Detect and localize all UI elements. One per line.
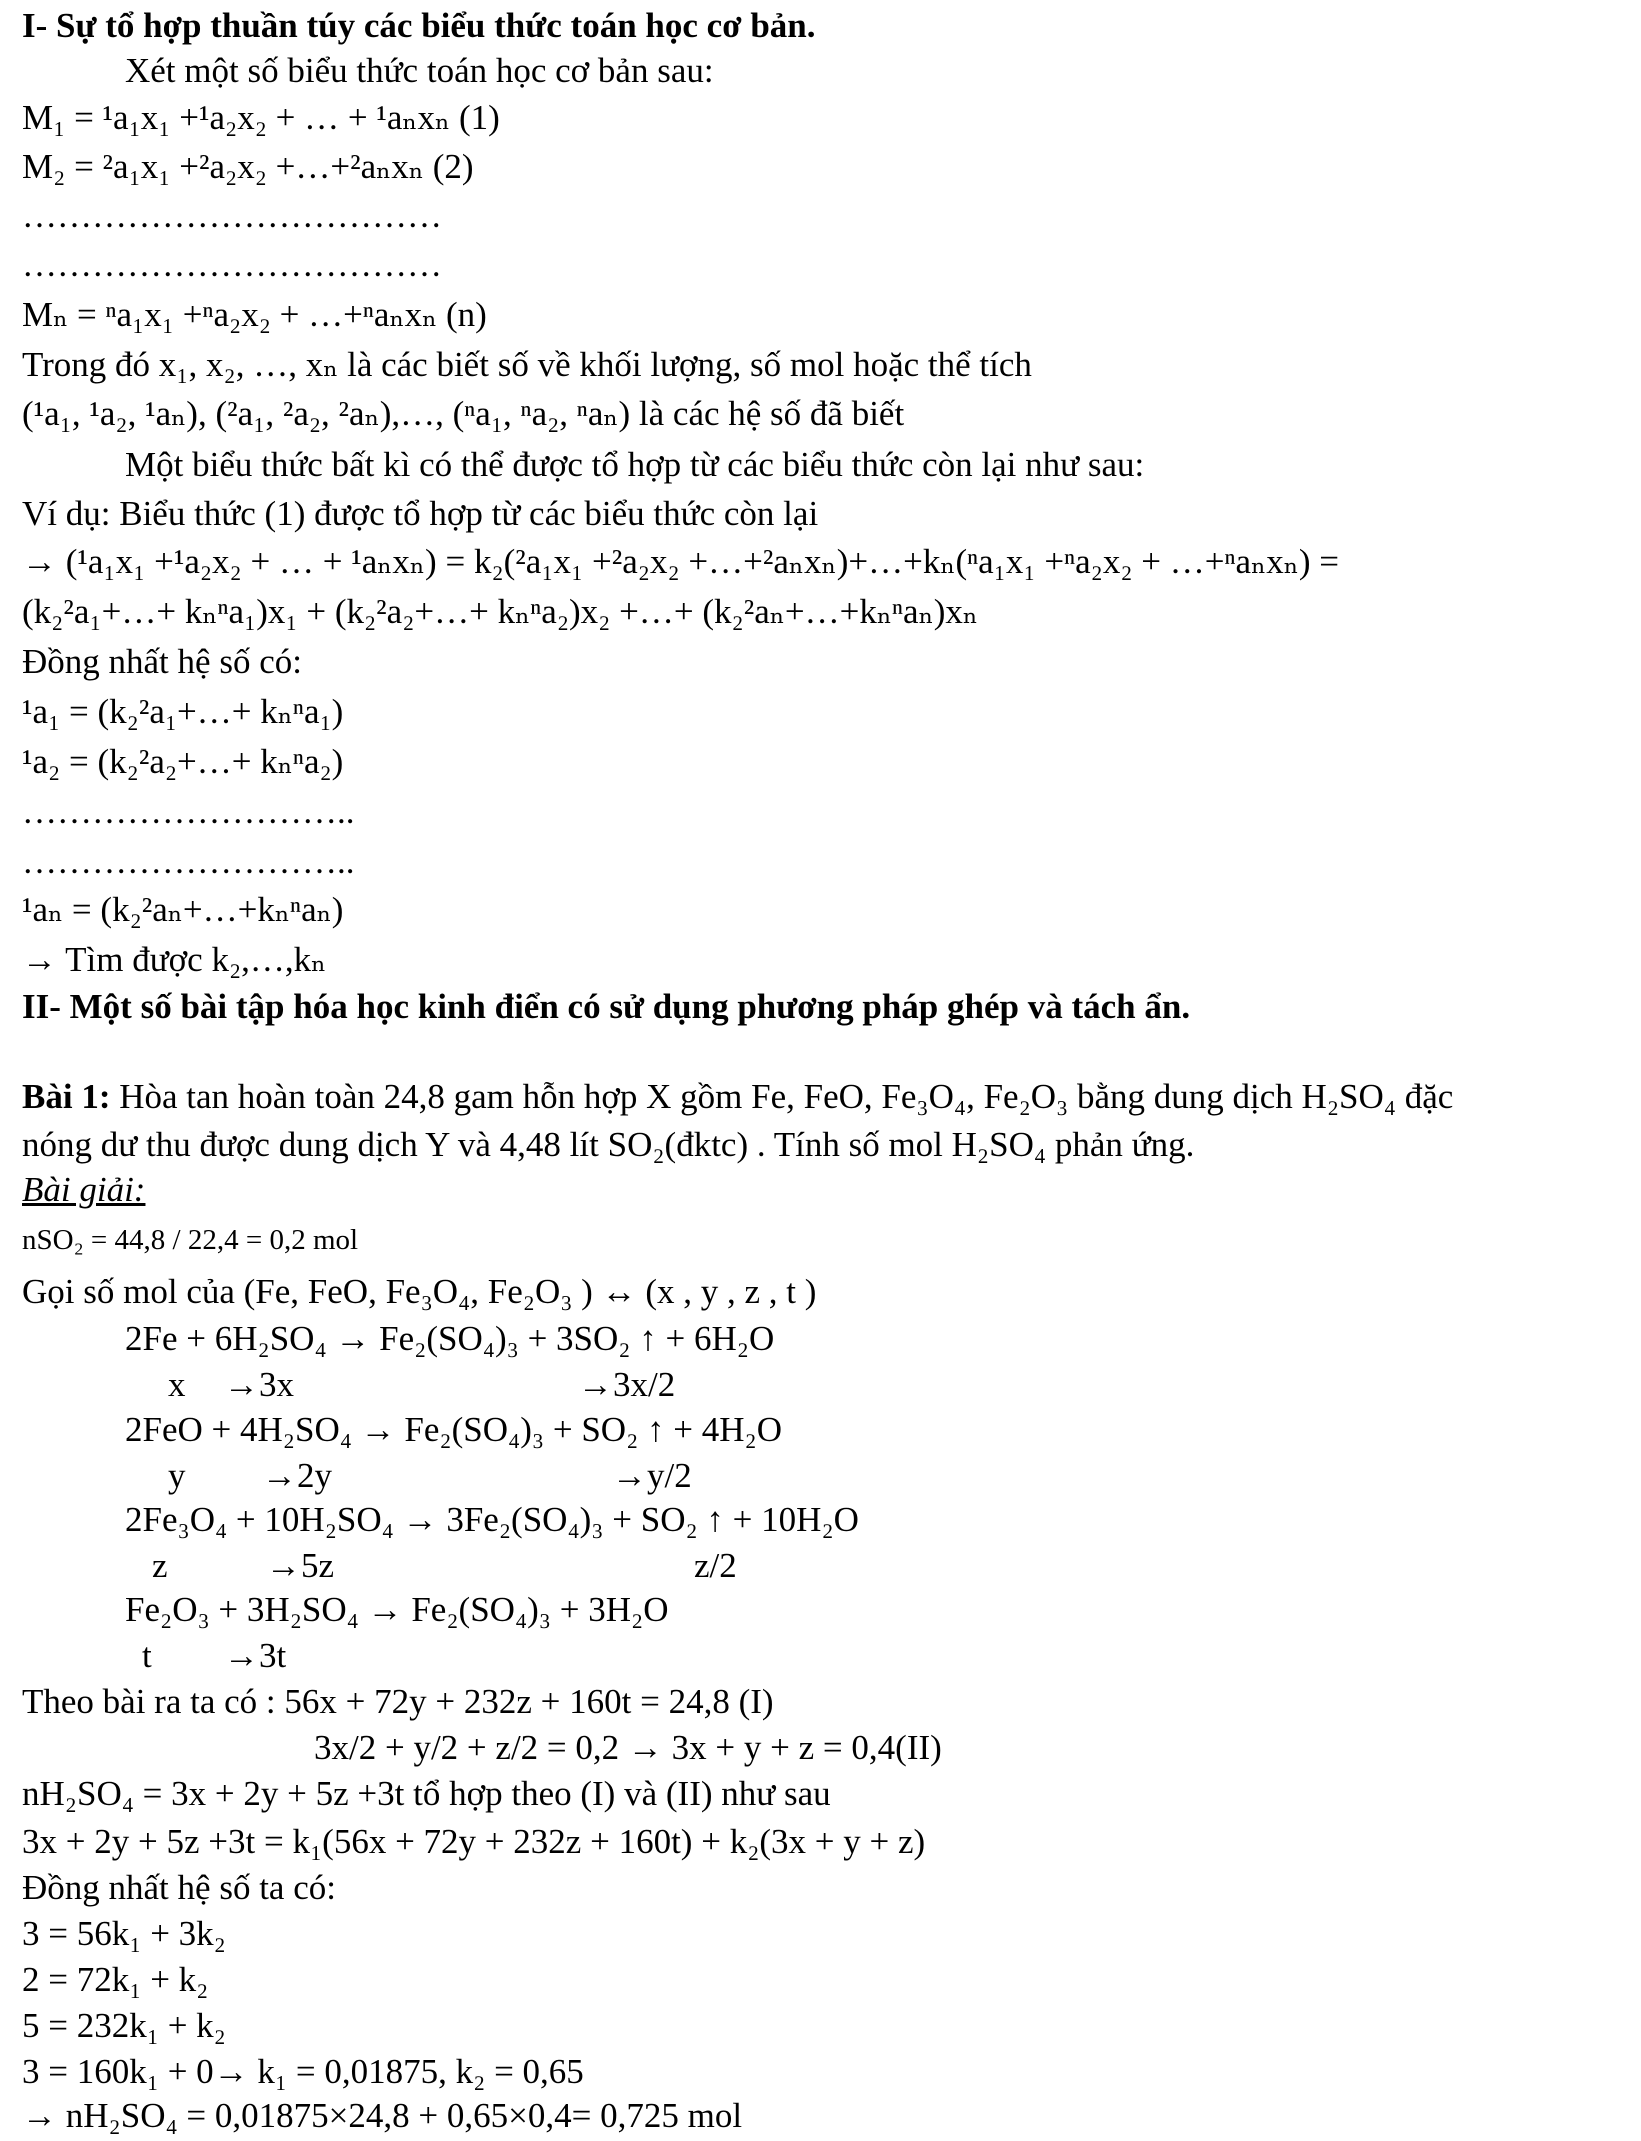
ellipsis-line: ………………………………: [22, 196, 442, 235]
combine-text: Một biểu thức bất kì có thể được tổ hợp từ các biểu thức còn lại như sau:: [125, 445, 1145, 484]
coefficient-eq-1: 3 = 56k₁ + 3k₂: [22, 1914, 226, 1953]
reaction-2: 2FeO + 4H₂SO₄ → Fe₂(SO₄)₃ + SO₂ ↑ + 4H₂O: [125, 1410, 783, 1449]
final-result: → nH₂SO₄ = 0,01875×24,8 + 0,65×0,4= 0,725 mol: [22, 2096, 743, 2135]
given-equation-2: 3x/2 + y/2 + z/2 = 0,2 → 3x + y + z = 0,4(II): [314, 1728, 942, 1767]
example-text: Ví dụ: Biểu thức (1) được tổ hợp từ các biểu thức còn lại: [22, 494, 819, 533]
reaction-2-mol-y: y: [168, 1456, 186, 1495]
problem-text: Hòa tan hoàn toàn 24,8 gam hỗn hợp X gồm Fe, FeO, Fe₃O₄, Fe₂O₃ bằng dung dịch H₂SO₄ đặc: [110, 1077, 1454, 1116]
reaction-4: Fe₂O₃ + 3H₂SO₄ → Fe₂(SO₄)₃ + 3H₂O: [125, 1590, 669, 1629]
reaction-2-mol-so2: →y/2: [612, 1456, 692, 1495]
expression-m2: M₂ = ²a₁x₁ +²a₂x₂ +…+²aₙxₙ (2): [22, 147, 474, 186]
identify-coefficients: Đồng nhất hệ số ta có:: [22, 1868, 336, 1907]
ellipsis-line: ………………………………: [22, 245, 442, 284]
coefficient-equation: ¹aₙ = (k₂²aₙ+…+kₙⁿaₙ): [22, 890, 344, 929]
ellipsis-line: ………………………..: [22, 792, 355, 831]
reaction-1-mol-so2: →3x/2: [578, 1365, 676, 1404]
solution-label: Bài giải:: [22, 1170, 146, 1209]
nso2-equation: nSO₂ = 44,8 / 22,4 = 0,2 mol: [22, 1224, 359, 1256]
nh2so4-expression: nH₂SO₄ = 3x + 2y + 5z +3t tổ hợp theo (I) và (II) như sau: [22, 1774, 831, 1813]
coefficient-eq-4: 3 = 160k₁ + 0→ k₁ = 0,01875, k₂ = 0,65: [22, 2052, 584, 2091]
expanded-equation: (k₂²a₁+…+ kₙⁿa₁)x₁ + (k₂²a₂+…+ kₙⁿa₂)x₂ +…+ (k₂²aₙ+…+kₙⁿaₙ)xₙ: [22, 592, 979, 631]
coefficient-eq-3: 5 = 232k₁ + k₂: [22, 2006, 226, 2045]
expression-m1: M₁ = ¹a₁x₁ +¹a₂x₂ + … + ¹aₙxₙ (1): [22, 98, 500, 137]
combination-equation: → (¹a₁x₁ +¹a₂x₂ + … + ¹aₙxₙ) = k₂(²a₁x₁ +²a₂x₂ +…+²aₙxₙ)+…+kₙ(ⁿa₁x₁ +ⁿa₂x₂ + …+ⁿaₙxₙ) =: [22, 542, 1339, 581]
reaction-4-mol-t: t: [142, 1636, 152, 1675]
reaction-2-mol-acid: →2y: [262, 1456, 332, 1495]
problem-1-line-1: [22, 1075, 1453, 1119]
reaction-3-mol-so2: z/2: [694, 1546, 737, 1585]
coefficient-equation: ¹a₁ = (k₂²a₁+…+ kₙⁿa₁): [22, 692, 344, 731]
coefficients-text: (¹a₁, ¹a₂, ¹aₙ), (²a₁, ²a₂, ²aₙ),…, (ⁿa₁, ⁿa₂, ⁿaₙ) là các hệ số đã biết: [22, 394, 905, 433]
reaction-4-mol-acid: →3t: [224, 1636, 287, 1675]
where-text: Trong đó x₁, x₂, …, xₙ là các biết số về khối lượng, số mol hoặc thể tích: [22, 345, 1032, 384]
coefficient-eq-2: 2 = 72k₁ + k₂: [22, 1960, 209, 1999]
reaction-3-mol-z: z: [152, 1546, 168, 1585]
reaction-1: 2Fe + 6H₂SO₄ → Fe₂(SO₄)₃ + 3SO₂ ↑ + 6H₂O: [125, 1319, 775, 1358]
problem-1-line-2: nóng dư thu được dung dịch Y và 4,48 lít SO₂(đktc) . Tính số mol H₂SO₄ phản ứng.: [22, 1125, 1195, 1164]
reaction-1-mol-acid: →3x: [224, 1365, 294, 1404]
identify-text: Đồng nhất hệ số có:: [22, 642, 302, 681]
reaction-3-mol-acid: →5z: [266, 1546, 335, 1585]
section-1-heading: I- Sự tổ hợp thuần túy các biểu thức toán học cơ bản.: [22, 6, 816, 45]
given-equation-1: Theo bài ra ta có : 56x + 72y + 232z + 160t = 24,8 (I): [22, 1682, 774, 1721]
coefficient-equation: ¹a₂ = (k₂²a₂+…+ kₙⁿa₂): [22, 742, 344, 781]
let-variables: Gọi số mol của (Fe, FeO, Fe₃O₄, Fe₂O₃ ) ↔ (x , y , z , t ): [22, 1272, 817, 1311]
reaction-1-mol-x: x: [168, 1365, 186, 1404]
section-2-heading: II- Một số bài tập hóa học kinh điển có sử dụng phương pháp ghép và tách ẩn.: [22, 987, 1191, 1026]
combination-expression: 3x + 2y + 5z +3t = k₁(56x + 72y + 232z + 160t) + k₂(3x + y + z): [22, 1822, 926, 1861]
problem-label: Bài 1:: [22, 1077, 111, 1116]
ellipsis-line: ………………………..: [22, 842, 355, 881]
intro-text: Xét một số biểu thức toán học cơ bản sau:: [125, 51, 714, 90]
reaction-3: 2Fe₃O₄ + 10H₂SO₄ → 3Fe₂(SO₄)₃ + SO₂ ↑ + 10H₂O: [125, 1500, 859, 1539]
expression-mn: Mₙ = ⁿa₁x₁ +ⁿa₂x₂ + …+ⁿaₙxₙ (n): [22, 295, 487, 334]
find-k-text: → Tìm được k₂,…,kₙ: [22, 940, 327, 979]
